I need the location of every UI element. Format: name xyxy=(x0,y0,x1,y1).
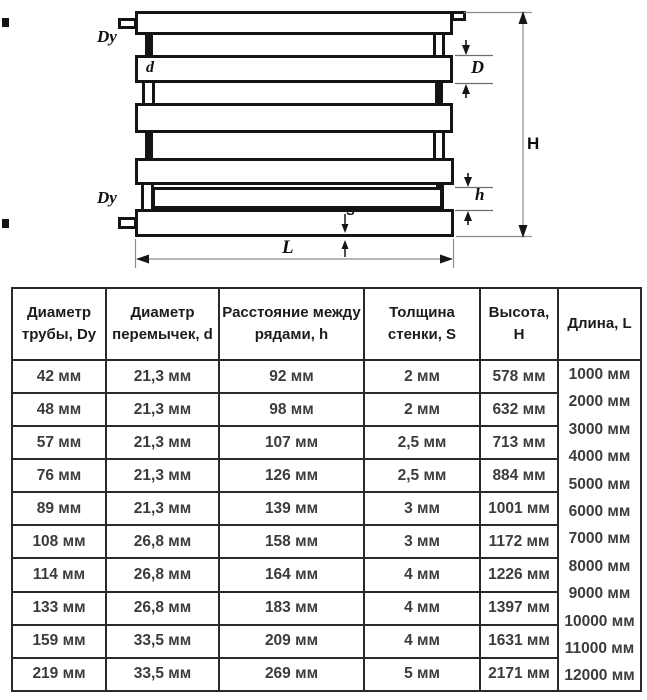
spec-table-header xyxy=(12,288,641,360)
pipe-row-5 xyxy=(152,187,443,209)
header-jumper-diameter: Диаметр перемычек, d xyxy=(106,288,219,360)
header-length: Длина, L xyxy=(558,288,641,360)
length-value: 5000 мм xyxy=(568,475,631,493)
table-cell: 159 мм xyxy=(12,625,106,658)
edge-mark-bottom xyxy=(2,219,9,228)
table-cell: 1226 мм xyxy=(480,558,558,591)
table-cell: 164 мм xyxy=(219,558,364,591)
edge-mark-top xyxy=(2,18,9,27)
length-value: 3000 мм xyxy=(568,420,631,438)
dim-H xyxy=(456,11,532,238)
table-cell: 98 мм xyxy=(219,393,364,426)
table-row xyxy=(12,492,641,525)
header-height: Высота, H xyxy=(480,288,558,360)
table-cell: 4 мм xyxy=(364,558,480,591)
pipe-row-4 xyxy=(135,158,454,185)
table-cell: 1631 мм xyxy=(480,625,558,658)
table-cell: 114 мм xyxy=(12,558,106,591)
dim-h xyxy=(455,173,493,225)
table-row xyxy=(12,625,641,658)
table-cell: 632 мм xyxy=(480,393,558,426)
jumper-left-2 xyxy=(142,82,155,104)
dim-L xyxy=(136,239,454,268)
table-row xyxy=(12,525,641,558)
table-row xyxy=(12,426,641,459)
table-cell: 1001 мм xyxy=(480,492,558,525)
jumper-left-1 xyxy=(145,34,153,56)
table-cell: 2,5 мм xyxy=(364,459,480,492)
stub-top-right xyxy=(451,11,466,21)
length-value: 4000 мм xyxy=(568,448,631,466)
table-cell: 76 мм xyxy=(12,459,106,492)
table-cell: 33,5 мм xyxy=(106,658,219,691)
table-cell: 139 мм xyxy=(219,492,364,525)
label-L: L xyxy=(282,237,294,258)
table-cell: 21,3 мм xyxy=(106,393,219,426)
label-d: d xyxy=(146,59,154,76)
pipe-row-2 xyxy=(135,55,453,83)
table-cell: 89 мм xyxy=(12,492,106,525)
header-wall-thickness: Толщина стенки, S xyxy=(364,288,480,360)
header-row xyxy=(12,288,641,360)
table-cell: 108 мм xyxy=(12,525,106,558)
table-cell: 26,8 мм xyxy=(106,558,219,591)
spec-table-body xyxy=(12,360,641,691)
spec-table xyxy=(11,287,642,692)
table-cell: 1172 мм xyxy=(480,525,558,558)
table-cell: 42 мм xyxy=(12,360,106,393)
table-cell: 48 мм xyxy=(12,393,106,426)
header-pipe-diameter: Диаметр трубы, Dy xyxy=(12,288,106,360)
table-cell: 92 мм xyxy=(219,360,364,393)
table-cell: 21,3 мм xyxy=(106,492,219,525)
jumper-left-3 xyxy=(145,132,153,159)
table-cell: 4 мм xyxy=(364,625,480,658)
table-cell: 884 мм xyxy=(480,459,558,492)
table-row xyxy=(12,658,641,691)
label-H: H xyxy=(527,134,540,153)
table-row xyxy=(12,360,641,393)
table-cell: 713 мм xyxy=(480,426,558,459)
jumper-right-3 xyxy=(433,132,445,159)
label-dy-top: Dy xyxy=(97,27,117,46)
table-cell: 4 мм xyxy=(364,592,480,625)
label-S: S xyxy=(346,203,355,218)
header-row-spacing: Расстояние между рядами, h xyxy=(219,288,364,360)
table-cell: 2 мм xyxy=(364,360,480,393)
table-cell: 21,3 мм xyxy=(106,360,219,393)
label-dy-bottom: Dy xyxy=(97,188,117,207)
table-cell: 3 мм xyxy=(364,492,480,525)
table-cell: 209 мм xyxy=(219,625,364,658)
length-value: 8000 мм xyxy=(568,557,631,575)
table-cell: 107 мм xyxy=(219,426,364,459)
pipe-row-3 xyxy=(135,103,453,133)
length-value: 11000 мм xyxy=(564,640,635,658)
table-cell: 183 мм xyxy=(219,592,364,625)
table-cell: 3 мм xyxy=(364,525,480,558)
length-value: 1000 мм xyxy=(568,366,631,383)
length-value: 6000 мм xyxy=(568,503,631,521)
label-D: D xyxy=(471,57,484,77)
length-value: 7000 мм xyxy=(568,530,631,548)
table-cell: 126 мм xyxy=(219,459,364,492)
table-cell: 2 мм xyxy=(364,393,480,426)
table-cell: 269 мм xyxy=(219,658,364,691)
table-cell: 219 мм xyxy=(12,658,106,691)
table-cell: 578 мм xyxy=(480,360,558,393)
table-cell: 1397 мм xyxy=(480,592,558,625)
length-value: 12000 мм xyxy=(564,667,635,685)
register-diagram xyxy=(0,0,647,287)
jumper-right-2 xyxy=(435,82,443,104)
length-value: 9000 мм xyxy=(568,585,631,603)
table-cell: 2,5 мм xyxy=(364,426,480,459)
table-cell: 57 мм xyxy=(12,426,106,459)
table-row xyxy=(12,592,641,625)
pipe-row-1 xyxy=(135,11,453,35)
table-cell: 21,3 мм xyxy=(106,426,219,459)
jumper-right-1 xyxy=(433,34,445,56)
table-row xyxy=(12,558,641,591)
table-cell: 21,3 мм xyxy=(106,459,219,492)
label-h: h xyxy=(475,185,485,204)
table-cell: 5 мм xyxy=(364,658,480,691)
table-cell: 26,8 мм xyxy=(106,525,219,558)
length-value: 10000 мм xyxy=(564,612,635,630)
table-row xyxy=(12,393,641,426)
table-cell: 26,8 мм xyxy=(106,592,219,625)
table-cell: 2171 мм xyxy=(480,658,558,691)
length-column-cell xyxy=(558,360,641,691)
pipe-row-6 xyxy=(135,209,454,237)
table-row xyxy=(12,459,641,492)
table-cell: 133 мм xyxy=(12,592,106,625)
table-cell: 33,5 мм xyxy=(106,625,219,658)
table-cell: 158 мм xyxy=(219,525,364,558)
length-value: 2000 мм xyxy=(568,393,631,411)
